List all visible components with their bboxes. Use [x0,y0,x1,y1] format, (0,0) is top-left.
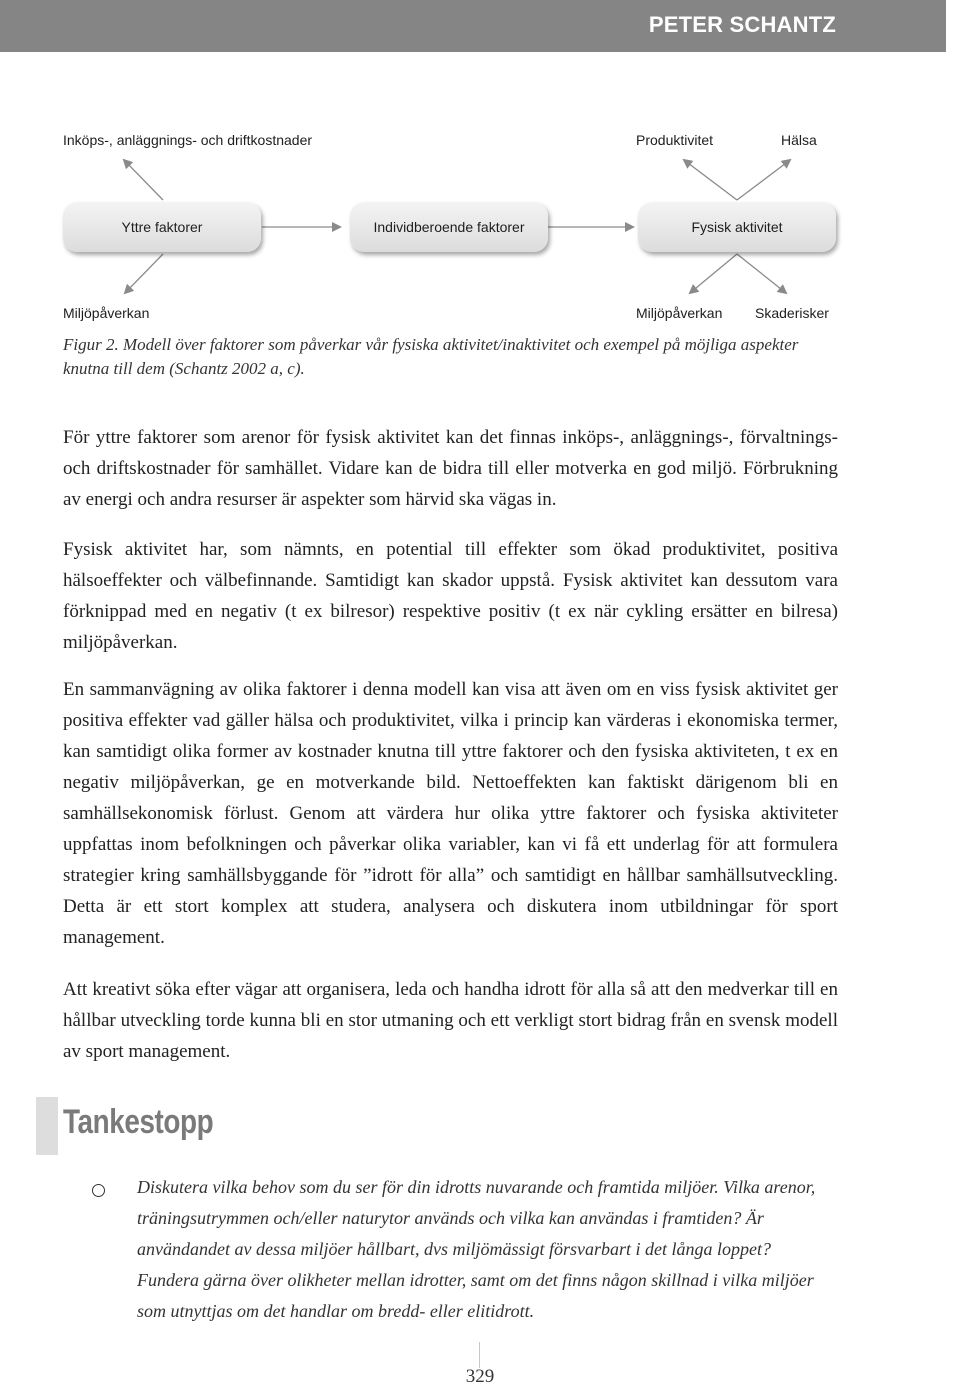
figure-model [0,100,960,340]
box-individual-factors: Individberoende faktorer [350,202,548,252]
bullet-circle-icon [92,1184,105,1197]
tankestopp-question: Diskutera vilka behov som du ser för din idrotts nuvarande och framtida miljöer. Vilka arenor, träningsutrymmen och/eller naturytor används och vilka kan användas i framtiden? Är användandet av dessa miljöer hållbart, dvs miljömässigt försvarbart i det långa loppet? Fundera gärna över olikheter mellan idrotter, samt om det finns någon skillnad i vilka miljöer som utnyttjas om det handlar om bredd- eller elitidrott. [137,1177,816,1321]
label-env-right: Miljöpåverkan [636,305,723,321]
header-edge [946,0,960,52]
paragraph-3: En sammanvägning av olika faktorer i denna modell kan visa att även om en viss fysisk aktivitet ger positiva effekter vad gäller hälsa och produktivitet, vilka i princip kan värderas i ekonomiska termer, kan samtidigt olika former av kostnader knutna till yttre faktorer och den fysiska aktiviteten, t ex en negativ miljöpåverkan, ge en motverkande bild. Nettoeffekten kan faktiskt därigenom bli en samhällsekonomisk förlust. Genom att värdera hur olika yttre faktorer och fysiska aktiviteter uppfattas inom befolkningen och påverkar olika variabler, kan vi få ett underlag för att formulera strategier kring samhällsbyggande för ”idrott för alla” och samtidigt en hållbar samhällsutveckling. Detta är ett stort komplex att studera, analysera och diskutera inom utbildningar för sport management. [63,679,838,948]
page-number: 329 [465,1366,495,1387]
label-env-left: Miljöpåverkan [63,305,150,321]
tankestopp-heading: Tankestopp [63,1103,214,1141]
running-header [0,0,960,52]
paragraph-1: För yttre faktorer som arenor för fysisk aktivitet kan det finnas inköps-, anläggnings-, förvaltnings- och driftskostnader för samhället. Vidare kan de bidra till eller motverka en god miljö. Förbrukning av energi och andra resurser är aspekter som härvid ska vägas in. [63,427,838,510]
tankestopp-accent-bar [36,1097,58,1155]
label-health: Hälsa [781,132,817,148]
arrow-to-health [737,160,790,200]
arrow-to-costs [124,160,163,200]
arrow-to-productivity [684,160,737,200]
arrow-to-env-right [690,254,737,293]
label-costs: Inköps-, anläggnings- och driftkostnader [63,132,313,148]
paragraph-4: Att kreativt söka efter vägar att organisera, leda och handha idrott för alla så att den medverkar till en hållbar utveckling torde kunna bli en stor utmaning och ett verkligt stort bidrag från en svensk modell av sport management. [63,979,838,1062]
label-productivity: Produktivitet [636,132,714,148]
paragraph-2: Fysisk aktivitet har, som nämnts, en potential till effekter som ökad produktivitet, positiva hälsoeffekter och välbefinnande. Samtidigt kan skador uppstå. Fysisk aktivitet kan dessutom vara förknippad med en negativ (t ex bilresor) respektive positiv (t ex när cykling ersätter en bilresa) miljöpåverkan. [63,539,838,653]
label-injury-risk: Skaderisker [755,305,829,321]
arrow-to-injury [737,254,786,293]
box-external-factors: Yttre faktorer [63,202,261,252]
header-author: PETER SCHANTZ [648,12,836,37]
figure-caption: Figur 2. Modell över faktorer som påverkar vår fysiska aktivitet/inaktivitet och exempel på möjliga aspekter knutna till dem (Schantz 2002 a, c). [63,335,799,378]
arrow-to-env-left [125,254,163,293]
box-physical-activity: Fysisk aktivitet [638,202,836,252]
